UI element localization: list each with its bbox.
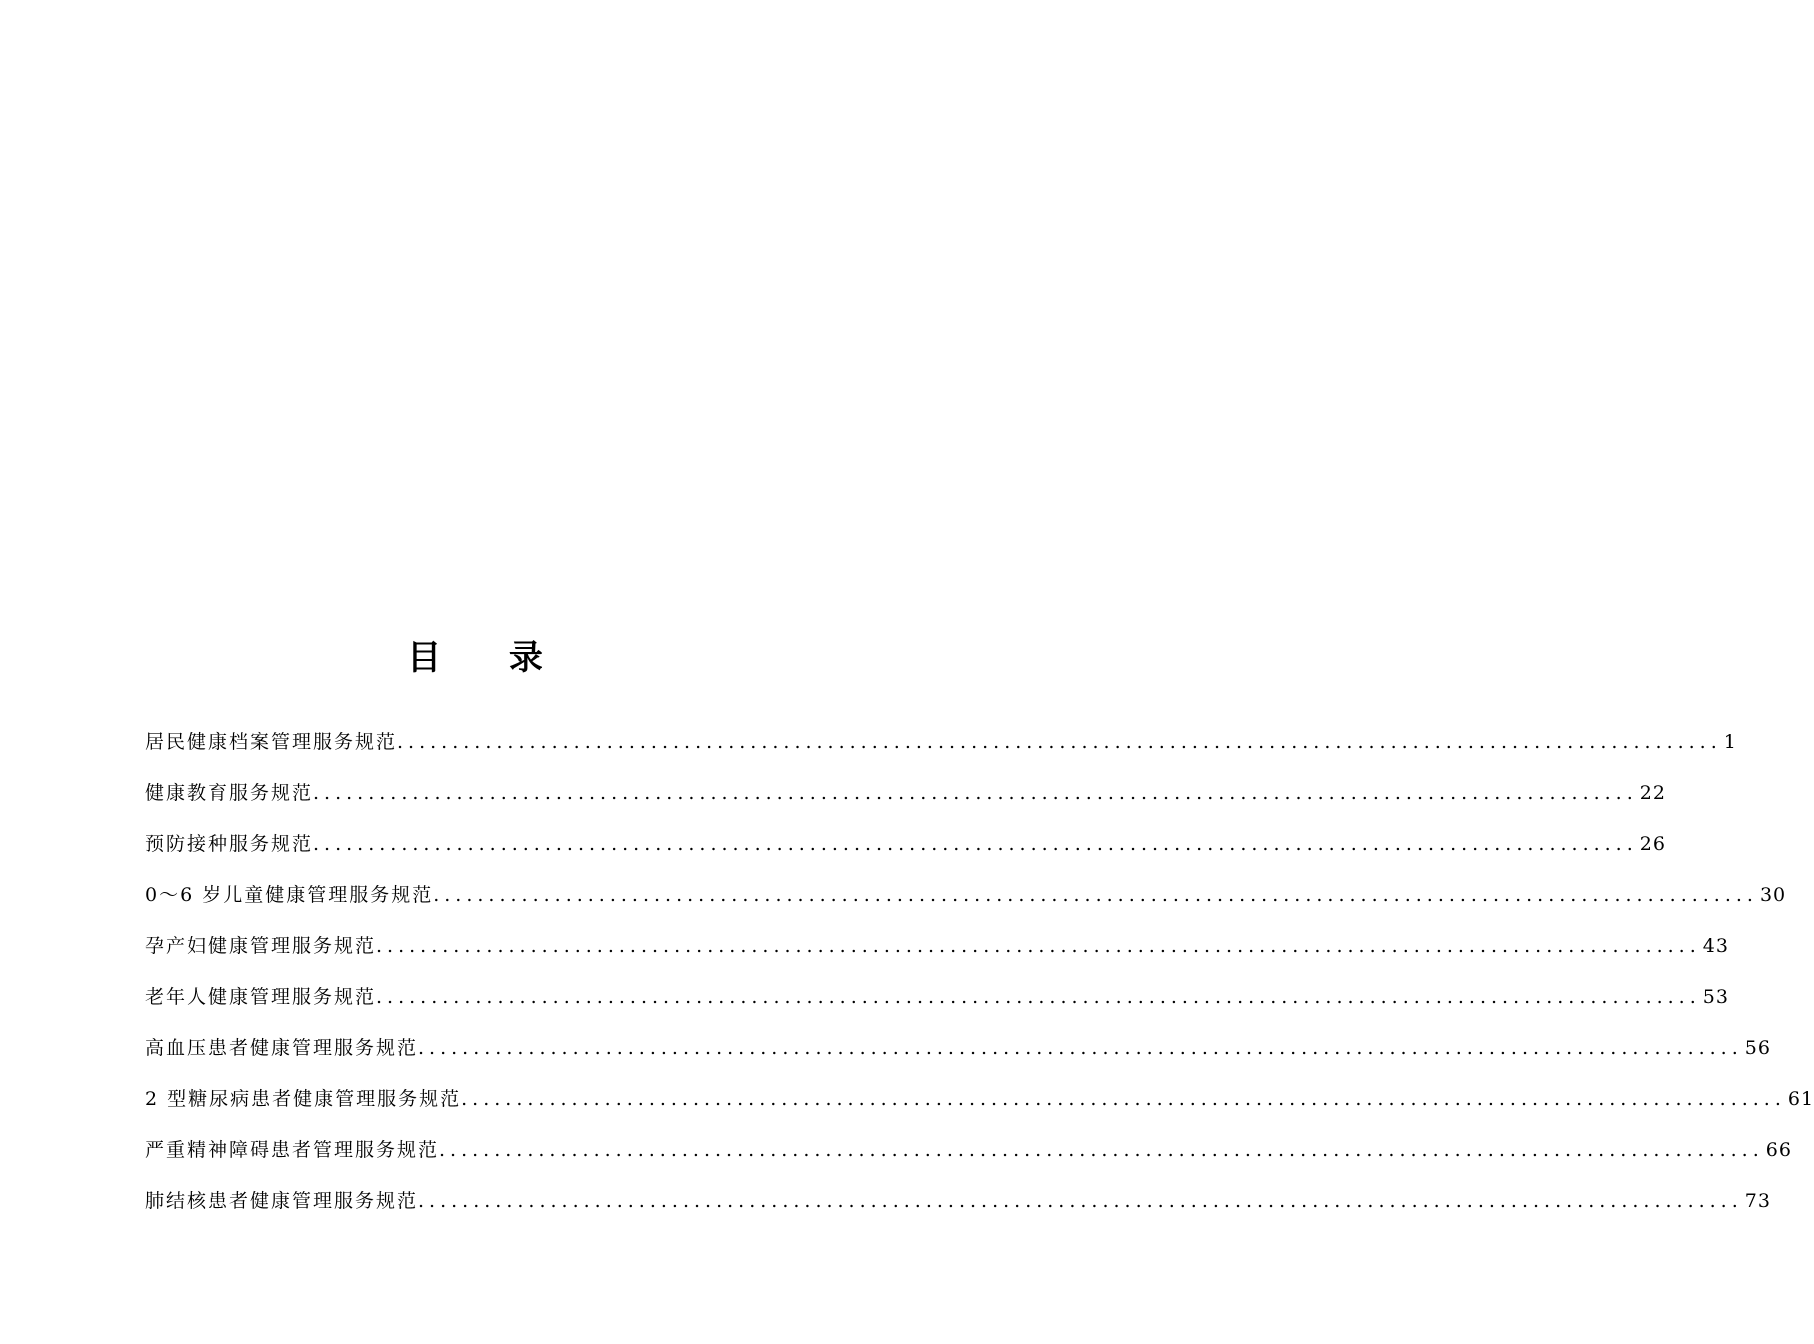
toc-entry[interactable] [145,1080,1814,1131]
toc-entry-label: 孕产妇健康管理服务规范 [145,935,377,957]
toc-entry-label: 肺结核患者健康管理服务规范 [145,1190,419,1212]
toc-entry[interactable] [145,927,1729,978]
toc-entry-page: 56 [1744,1037,1771,1059]
toc-entry[interactable] [145,825,1666,876]
toc-entry[interactable] [145,876,1787,927]
toc-dot-leader: ........................................................................................................................ [397,731,1722,753]
toc-dot-leader: ........................................................................................................................ [418,1190,1743,1212]
toc-entry-label: 高血压患者健康管理服务规范 [145,1037,419,1059]
toc-entry[interactable] [145,723,1737,774]
toc-entry[interactable] [145,978,1729,1029]
toc-entry-page: 43 [1702,935,1729,957]
toc-entry[interactable] [145,1182,1771,1233]
toc-dot-leader: ........................................................................................................................ [376,935,1701,957]
toc-dot-leader: ........................................................................................................................ [433,884,1758,906]
toc-dot-leader: ........................................................................................................................ [439,1139,1764,1161]
toc-dot-leader: ........................................................................................................................ [313,833,1638,855]
toc-entry-label: 预防接种服务规范 [145,833,314,855]
toc-entry-label: 居民健康档案管理服务规范 [145,731,398,753]
toc-entry-page: 22 [1639,782,1666,804]
toc-entry-page: 26 [1639,833,1666,855]
toc-list [145,723,1814,1233]
toc-entry-page: 66 [1765,1139,1792,1161]
toc-entry[interactable] [145,1131,1792,1182]
toc-entry-page: 73 [1744,1190,1771,1212]
toc-entry-label: 健康教育服务规范 [145,782,314,804]
toc-entry-label: 2 型糖尿病患者健康管理服务规范 [145,1088,462,1110]
toc-dot-leader: ........................................................................................................................ [376,986,1701,1008]
toc-entry[interactable] [145,774,1666,825]
toc-dot-leader: ........................................................................................................................ [461,1088,1786,1110]
toc-entry-page: 53 [1702,986,1729,1008]
toc-dot-leader: ........................................................................................................................ [418,1037,1743,1059]
toc-title: 目 录 [407,638,571,678]
toc-entry-page: 61 [1787,1088,1814,1110]
toc-dot-leader: ........................................................................................................................ [313,782,1638,804]
toc-entry-label: 严重精神障碍患者管理服务规范 [145,1139,440,1161]
toc-entry-page: 30 [1759,884,1787,906]
toc-entry-label: 0～6 岁儿童健康管理服务规范 [145,884,434,906]
toc-entry-label: 老年人健康管理服务规范 [145,986,377,1008]
toc-entry[interactable] [145,1029,1771,1080]
toc-entry-page: 1 [1723,731,1737,753]
